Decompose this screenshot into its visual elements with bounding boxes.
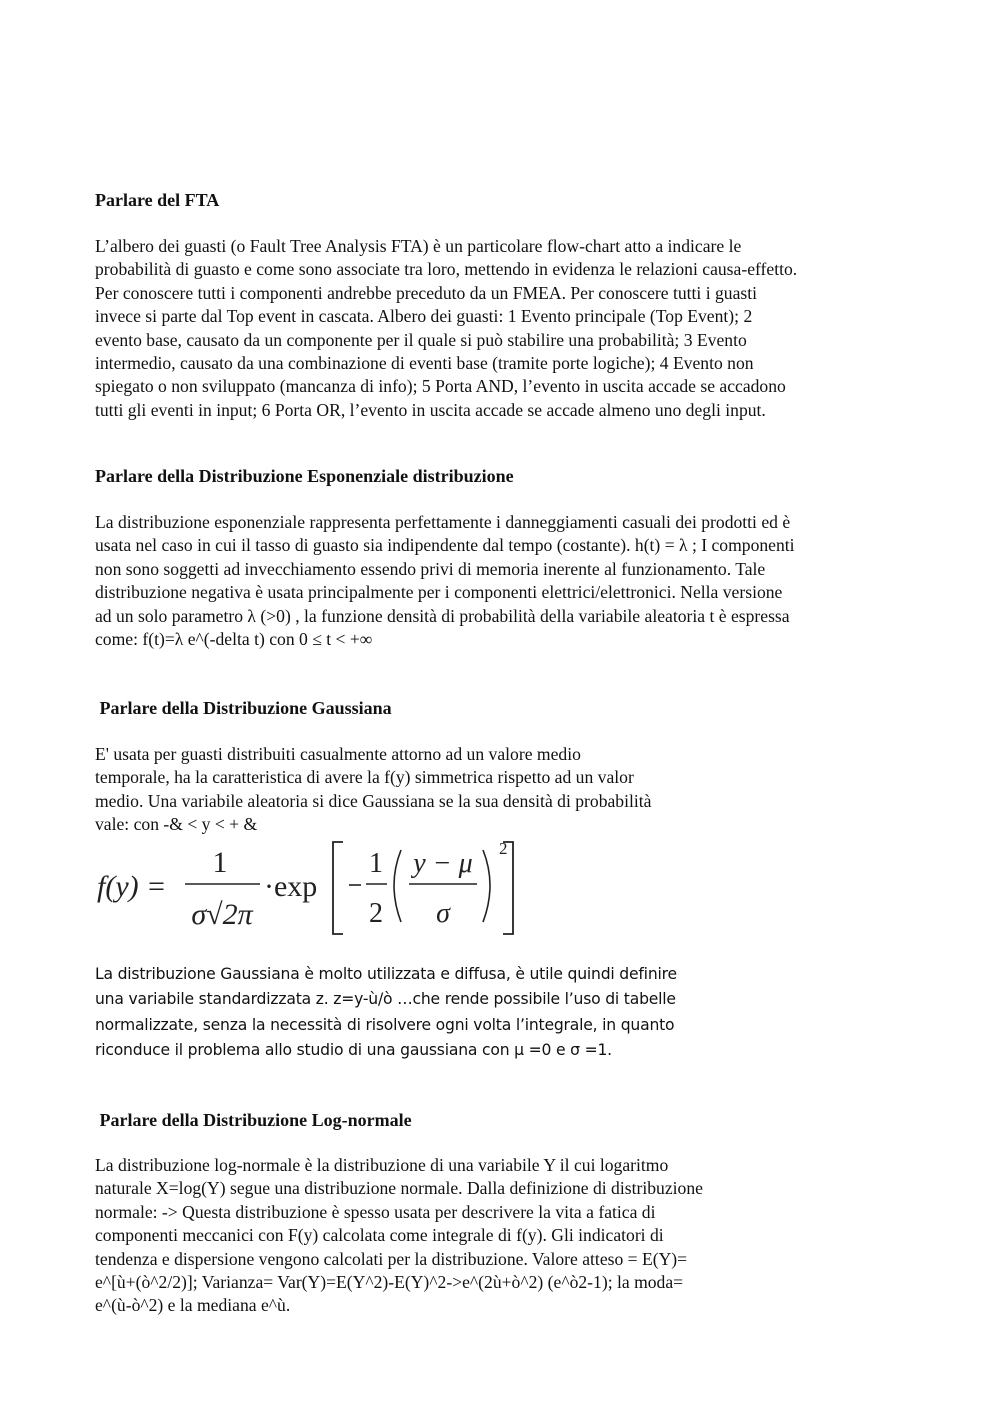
formula-numerator: 1 (212, 846, 228, 879)
formula-paren-right (483, 850, 490, 922)
formula-lhs: f(y) = (97, 870, 167, 903)
section-body-fta: L’albero dei guasti (o Fault Tree Analysis FTA) è un particolare flow-chart atto a indicare le probabilità di guasto e come sono associate tra loro, mettendo in evidenza le relazioni causa-effetto. Per conoscere tutti i componenti andrebbe preceduto da un FMEA. Per conoscere tutti i guasti invece si parte dal Top event in cascata. Albero dei guasti: 1 Evento principale (Top Event); 2 evento base, causato da un componente per il quale si può stabilire una probabilità; 3 Evento intermedio, causato da una combinazione di eventi base (tramite porte logiche); 4 Evento non spiegato o non sviluppato (mancanza di info); 5 Porta AND, l’evento in uscita accade se accadono tutti gli eventi in input; 6 Porta OR, l’evento in uscita accade se accade almeno uno degli input. (95, 236, 798, 420)
formula-exponent: 2 (499, 839, 508, 858)
formula-bracket-left (333, 842, 343, 934)
section-body-esponenziale: La distribuzione esponenziale rappresenta perfettamente i danneggiamenti casuali dei prodotti ed è usata nel caso in cui il tasso di guasto sia indipendente dal tempo (costante). h(t) = λ ; I componenti non sono soggetti ad invecchiamento essendo privi di memoria inerente al funzionamento. Tale distribuzione negativa è usata principalmente per i componenti elettrici/elettronici. Nella versione ad un solo parametro λ (>0) , la funzione densità di probabilità della variabile aleatoria t è espressa come: f(t)=λ e^(-delta t) con 0 ≤ t < +∞ (95, 512, 795, 650)
formula-term-denominator: σ (436, 898, 450, 929)
formula-inner-denominator: 2 (369, 898, 383, 929)
section-heading-lognormale: Parlare della Distribuzione Log-normale (95, 1110, 412, 1130)
section-body-gaussiana: E' usata per guasti distribuiti casualmente attorno ad un valore medio temporale, ha la caratteristica di avere la f(y) simmetrica rispetto ad un valor medio. Una variabile aleatoria si dice Gaussiana se la sua densità di probabilità vale: con -& < y < + & (95, 744, 652, 835)
formula-paren-left (394, 850, 401, 922)
section-body-lognormale: La distribuzione log-normale è la distribuzione di una variabile Y il cui logaritmo naturale X=log(Y) segue una distribuzione normale. Dalla definizione di distribuzione normale: -> Questa distribuzione è spesso usata per descrivere la vita a fatica di componenti meccanici con F(y) calcolata come integrale di f(y). Gli indicatori di tendenza e dispersione vengono calcolati per la distribuzione. Valore atteso = E(Y)= e^[ù+(ò^2/2)]; Varianza= Var(Y)=E(Y^2)-E(Y)^2->e^(2ù+ò^2) (e^ò2-1); la moda= e^(ù-ò^2) e la mediana e^ù. (95, 1155, 703, 1316)
gaussian-density-formula (95, 838, 525, 938)
formula-term-numerator: y − μ (413, 848, 473, 879)
formula-operator: ·exp (264, 870, 318, 903)
section-heading-fta: Parlare del FTA (95, 190, 220, 210)
section-heading-gaussiana: Parlare della Distribuzione Gaussiana (95, 698, 392, 718)
section-body-gaussiana-continued: La distribuzione Gaussiana è molto utilizzata e diffusa, è utile quindi definire una variabile standardizzata z. z=y-ù/ò …che rende possibile l’uso di tabelle normalizzate, senza la necessità di risolvere ogni volta l’integrale, in quanto riconduce il problema allo studio di una gaussiana con μ =0 e σ =1. (95, 965, 677, 1059)
formula-inner-numerator: 1 (369, 848, 383, 879)
section-heading-esponenziale: Parlare della Distribuzione Esponenziale distribuzione (95, 466, 514, 486)
formula-denominator: σ√2π (191, 898, 253, 931)
